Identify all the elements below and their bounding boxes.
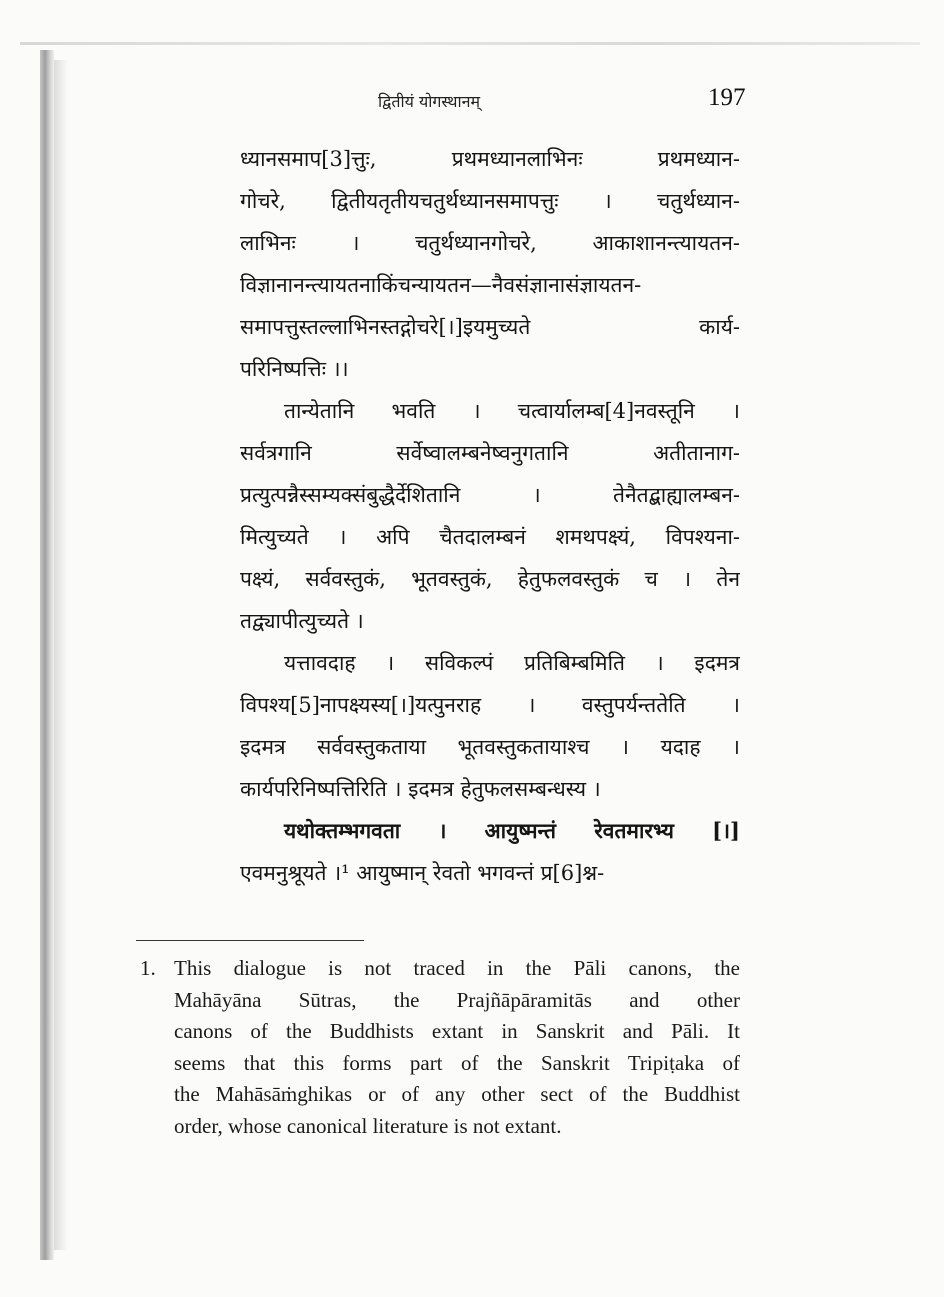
body-line: विज्ञानानन्त्यायतनाकिंचन्यायतन—नैवसंज्ञानासंज्ञायतन- [240,273,642,297]
body-line: परिनिष्पत्तिः ।। [240,357,349,381]
body-line: एवमनुश्रूयते ।¹ आयुष्मान् रेवतो भगवन्तं प्र[6]श्न- [240,861,605,885]
footnote-line: seems that this forms part of the Sanskrit Tripiṭaka of [174,1050,740,1075]
body-line: प्रत्युत्पन्नैस्सम्यक्संबुद्धैर्देशितानि । तेनैतद्बाह्यालम्बन- [240,483,740,507]
footnote [140,953,740,1142]
spine-fade [54,60,68,1250]
body-line: इदमत्र सर्ववस्तुकताया भूतवस्तुकतायाश्च । यदाह । [240,735,740,759]
sanskrit-body-text [240,138,740,894]
body-line: मित्युच्यते । अपि चैतदालम्बनं शमथपक्ष्यं, विपश्यना- [240,525,740,549]
footnote-line [140,953,740,985]
body-line: गोचरे, द्वितीयतृतीयचतुर्थध्यानसमापत्तुः । चतुर्थध्यान- [240,189,740,213]
body-line: पक्ष्यं, सर्ववस्तुकं, भूतवस्तुकं, हेतुफलवस्तुकं च । तेन [240,567,740,591]
footnote-number: 1. [140,956,156,980]
body-line: लाभिनः । चतुर्थध्यानगोचरे, आकाशानन्त्यायतन- [240,231,740,255]
scan-artifact-line [20,42,920,45]
footnote-line: Mahāyāna Sūtras, the Prajñāpāramitās and other [174,987,740,1012]
footnote-line: order, whose canonical literature is not extant. [174,1113,562,1138]
running-head: द्वितीयं योगस्थानम् [378,92,481,111]
page-header [0,84,944,124]
page-number: 197 [708,84,746,111]
footnote-line: the Mahāsāṁghikas or of any other sect of the Buddhist [174,1082,740,1106]
body-line: समापत्तुस्तल्लाभिनस्तद्गोचरे[।]इयमुच्यते कार्य- [240,315,740,339]
bold-quote-line: यथोक्तम्भगवता । आयुष्मन्तं रेवतमारभ्य [।] [284,818,740,843]
body-line: तद्व्यापीत्युच्यते । [240,609,364,633]
footnote-separator [136,940,364,941]
body-line: विपश्य[5]नापक्ष्यस्य[।]यत्पुनराह । वस्तुपर्यन्ततेति । [240,693,740,717]
body-line: ध्यानसमाप[3]त्तुः, प्रथमध्यानलाभिनः प्रथमध्यान- [240,147,740,171]
body-line: कार्यपरिनिष्पत्तिरिति । इदमत्र हेतुफलसम्बन्धस्य । [240,777,601,801]
book-spine-shadow [40,50,54,1260]
body-line: सर्वत्रगानि सर्वेष्वालम्बनेष्वनुगतानि अतीतानाग- [240,441,740,465]
footnote-text: This dialogue is not traced in the Pāli canons, the [174,956,740,980]
paragraph-start-line: यत्तावदाह । सविकल्पं प्रतिबिम्बमिति । इदमत्र [284,651,740,675]
paragraph-start-line: तान्येतानि भवति । चत्वार्यालम्ब[4]नवस्तूनि । [284,399,740,423]
footnote-line: canons of the Buddhists extant in Sanskrit and Pāli. It [174,1019,740,1043]
